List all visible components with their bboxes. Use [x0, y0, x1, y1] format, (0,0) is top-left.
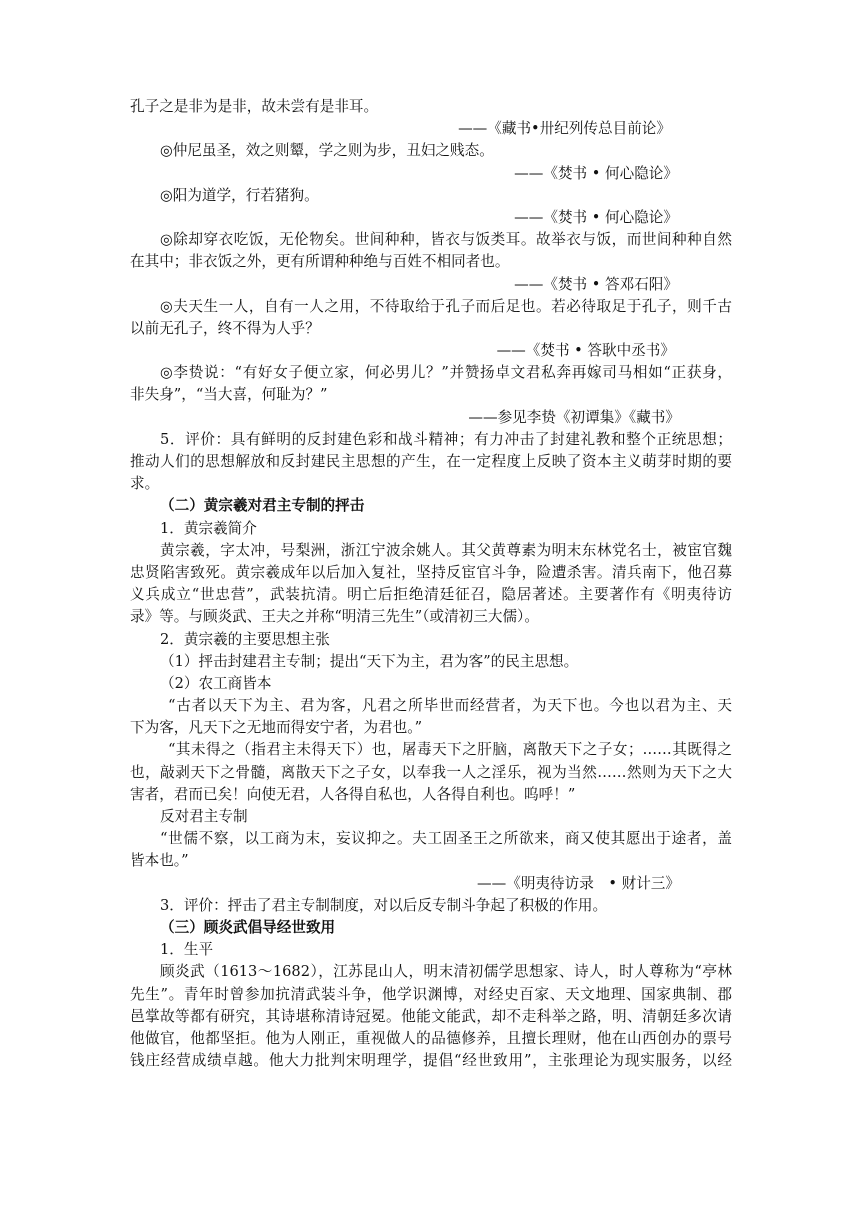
text-line: 1．黄宗羲简介 [160, 519, 257, 537]
section-heading: （二）黄宗羲对君主专制的抨击 [160, 497, 365, 515]
text-line: “世儒不察，以工商为末，妄议抑之。夫工固圣王之所欲来，商又使其愿出于途者，盖 [160, 830, 732, 848]
text-line: 非失身”，“当大喜，何耻为？” [130, 386, 328, 404]
text-line: ◎阳为道学，行若猪狗。 [160, 186, 319, 204]
text-line: 录》等。与顾炎武、王夫之并称“明清三先生”（或清初三大儒）。 [130, 608, 539, 626]
text-line: 在其中；非衣饭之外，更有所谓种种绝与百姓不相同者也。 [130, 253, 510, 271]
citation-line: ——参见李贽《初谭集》《藏书》 [468, 408, 680, 426]
text-line: ◎仲尼虽圣，效之则颦，学之则为步，丑妇之贱态。 [160, 142, 494, 160]
text-line: （2）农工商皆本 [160, 674, 272, 692]
text-line: 求。 [130, 475, 160, 493]
text-line: 他做官，他都坚拒。他为人刚正，重视做人的品德修养，且擅长理财，他在山西创办的票号 [130, 1029, 732, 1047]
text-line: 2．黄宗羲的主要思想主张 [160, 630, 330, 648]
citation-line: ——《焚书 • 何心隐论》 [514, 164, 678, 182]
text-line: “其未得之（指君主未得天下）也，屠毒天下之肝脑，离散天下之子女；……其既得之 [168, 741, 732, 759]
text-line: 钱庄经营成绩卓越。他大力批判宋明理学，提倡“经世致用”，主张理论为现实服务，以经 [130, 1052, 732, 1070]
text-line: 也，敲剥天下之骨髓，离散天下之子女，以奉我一人之淫乐，视为当然……然则为天下之大 [130, 763, 732, 781]
citation-line: ——《藏书•卅纪列传总目前论》 [458, 120, 671, 138]
text-line: 黄宗羲，字太冲，号梨洲，浙江宁波余姚人。其父黄尊素为明末东林党名士，被宦官魏 [160, 541, 732, 559]
document-page [130, 96, 732, 1072]
citation-line: ——《焚书 • 答耿中丞书》 [496, 342, 675, 360]
text-line: 皆本也。” [130, 852, 189, 870]
text-line: ◎李贽说：“有好女子便立家，何必男儿？”并赞扬卓文君私奔再嫁司马相如“正获身， [160, 364, 732, 382]
text-line: 先生”。青年时曾参加抗清武装斗争，他学识渊博，对经史百家、天文地理、国家典制、郡 [130, 985, 732, 1003]
text-line: “古者以天下为主、君为客，凡君之所毕世而经营者，为天下也。今也以君为主、天 [168, 697, 732, 715]
text-line: 反对君主专制 [160, 808, 248, 825]
section-heading: （三）顾炎武倡导经世致用 [160, 918, 336, 936]
text-line: ◎夫天生一人，自有一人之用，不待取给于孔子而后足也。若必待取足于孔子，则千古 [160, 297, 732, 315]
text-line: 害者，君而已矣！向使无君，人各得自私也，人各得自利也。呜呼！” [130, 785, 576, 803]
text-line: 顾炎武（1613～1682），江苏昆山人，明末清初儒学思想家、诗人，时人尊称为“亭林 [160, 963, 732, 981]
text-line: 1．生平 [160, 941, 214, 959]
text-line: 3．评价：抨击了君主专制制度，对以后反专制斗争起了积极的作用。 [160, 896, 608, 914]
text-line: 忠贤陷害致死。黄宗羲成年以后加入复社，坚持反宦官斗争，险遭杀害。清兵南下，他召募 [130, 563, 732, 581]
text-line: 5．评价：具有鲜明的反封建色彩和战斗精神；有力冲击了封建礼教和整个正统思想； [160, 430, 732, 448]
text-line: 义兵成立“世忠营”，武装抗清。明亡后拒绝清廷征召，隐居著述。主要著作有《明夷待访 [130, 586, 732, 604]
text-line: 下为客，凡天下之无地而得安宁者，为君也。” [130, 719, 423, 737]
citation-line: ——《焚书 • 何心隐论》 [514, 208, 678, 226]
text-line: （1）抨击封建君主专制；提出“天下为主，君为客”的民主思想。 [160, 652, 579, 670]
citation-line: ——《焚书 • 答邓石阳》 [514, 275, 678, 293]
text-line: 推动人们的思想解放和反封建民主思想的产生，在一定程度上反映了资本主义萌芽时期的要 [130, 453, 732, 470]
text-line: 邑掌故等都有研究，其诗堪称清诗冠冕。他能文能武，却不走科举之路，明、清朝廷多次请 [130, 1007, 732, 1025]
text-line: 孔子之是非为是非，故未尝有是非耳。 [130, 98, 379, 115]
text-line: ◎除却穿衣吃饭，无伦物矣。世间种种，皆衣与饭类耳。故举衣与饭，而世间种种自然 [160, 231, 732, 249]
text-line: 以前无孔子，终不得为人乎？ [130, 319, 320, 337]
citation-line: ——《明夷待访录 • 财计三》 [477, 874, 680, 892]
